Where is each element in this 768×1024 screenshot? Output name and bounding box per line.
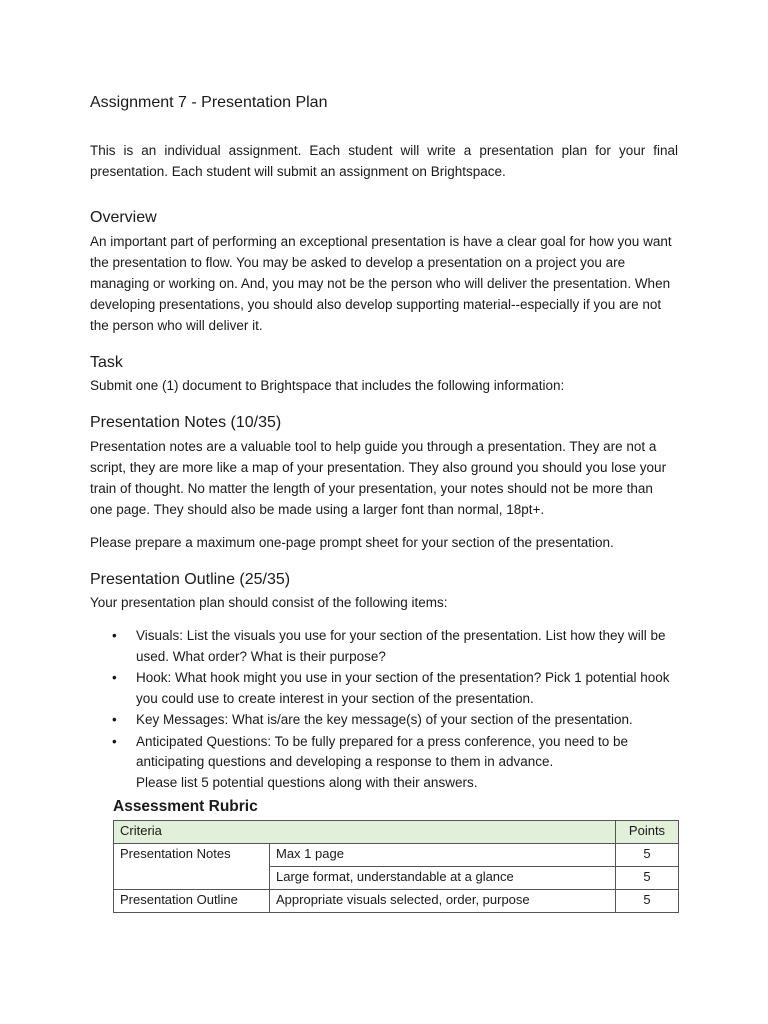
list-item-text: Visuals: List the visuals you use for your section of the presentation. List how they will be used. What order? What is their purpose? <box>136 628 666 664</box>
task-paragraph: Submit one (1) document to Brightspace that includes the following information: <box>90 378 565 393</box>
rubric-points-cell: 5 <box>616 844 679 867</box>
outline-heading: Presentation Outline (25/35) <box>90 571 291 588</box>
list-item-text: Anticipated Questions: To be fully prepared for a press conference, you need to be anticipating questions and developing a response to them in advance. <box>136 733 629 769</box>
list-item <box>90 626 678 667</box>
rubric-criteria-cell <box>114 867 270 890</box>
rubric-points-cell: 5 <box>616 890 679 913</box>
bullet-icon: • <box>112 733 117 749</box>
rubric-points-cell: 5 <box>616 867 679 890</box>
bullet-icon: • <box>112 628 117 643</box>
rubric-header-row <box>114 821 679 844</box>
overview-heading: Overview <box>90 209 157 226</box>
table-row <box>114 890 679 913</box>
outline-list <box>90 626 678 794</box>
bullet-icon: • <box>112 670 117 685</box>
task-heading: Task <box>90 354 123 371</box>
table-row <box>114 844 679 867</box>
document-title: Assignment 7 - Presentation Plan <box>90 94 328 111</box>
rubric-criteria-cell: Presentation Notes <box>114 844 270 867</box>
rubric-description-cell: Appropriate visuals selected, order, purpose <box>270 890 616 913</box>
notes-paragraph-2: Please prepare a maximum one-page prompt sheet for your section of the presentation. <box>90 535 614 550</box>
outline-paragraph: Your presentation plan should consist of the following items: <box>90 595 448 610</box>
overview-paragraph: An important part of performing an exceptional presentation is have a clear goal for how you want the presentation to flow. You may be asked to develop a presentation on a project you are managing or working on. And, you may not be the person who will deliver the presentation. When developing presentations, you should also develop supporting material--especially if you are not the person who will deliver it. <box>90 234 672 333</box>
notes-paragraph: Presentation notes are a valuable tool to help guide you through a presentation. They are not a script, they are more like a map of your presentation. They also ground you should you lose your train of thought. No matter the length of your presentation, your notes should not be more than one page. They should also be made using a larger font than normal, 18pt+. <box>90 439 667 517</box>
list-item <box>90 710 678 731</box>
bullet-icon: • <box>112 712 117 727</box>
list-item-text: Hook: What hook might you use in your section of the presentation? Pick 1 potential hook you could use to create interest in your section of the presentation. <box>136 670 670 706</box>
rubric-header-criteria: Criteria <box>114 821 616 844</box>
notes-heading: Presentation Notes (10/35) <box>90 414 282 431</box>
intro-paragraph: This is an individual assignment. Each student will write a presentation plan for your final presentation. Each student will submit an assignment on Brightspace. <box>90 143 678 179</box>
rubric-description-cell: Max 1 page <box>270 844 616 867</box>
list-item-text: Key Messages: What is/are the key message(s) of your section of the presentation. <box>136 712 633 727</box>
list-item <box>90 668 678 709</box>
rubric-description-cell: Large format, understandable at a glance <box>270 867 616 890</box>
rubric-table <box>113 820 679 913</box>
rubric-heading: Assessment Rubric <box>113 798 258 815</box>
list-item <box>90 732 678 794</box>
list-item-extra-text: Please list 5 potential questions along with their answers. <box>136 774 478 790</box>
rubric-header-points: Points <box>616 821 679 844</box>
table-row <box>114 867 679 890</box>
rubric-criteria-cell: Presentation Outline <box>114 890 270 913</box>
